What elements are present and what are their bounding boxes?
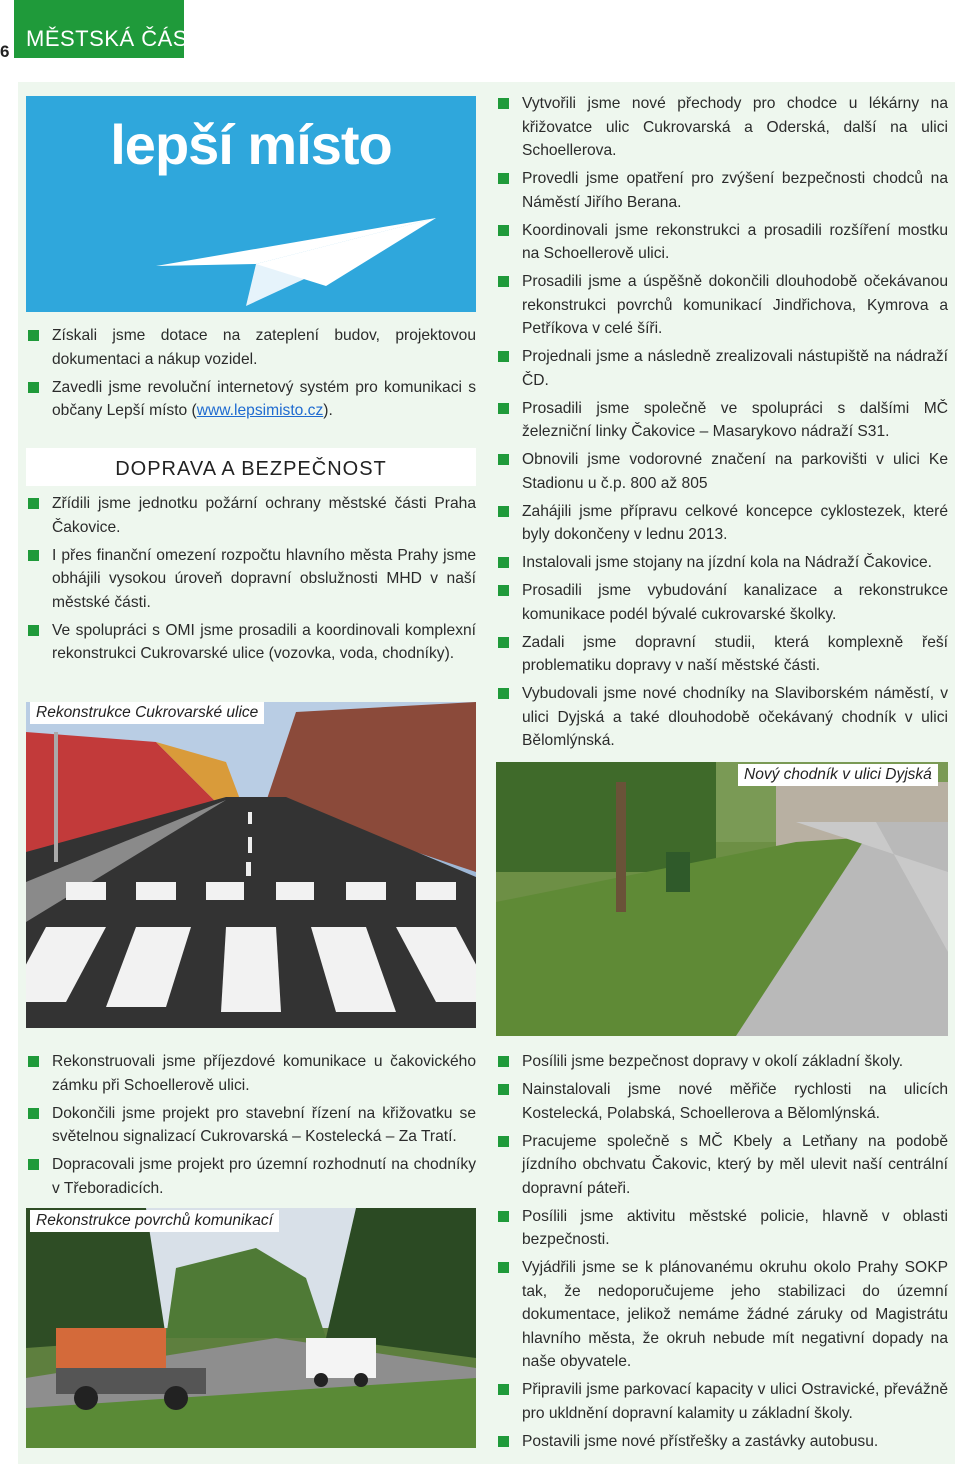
list-item: Zřídili jsme jednotku požární ochrany městské části Praha Čakovice. — [26, 492, 476, 539]
bullet-icon — [498, 1084, 509, 1095]
photo-road-resurfacing — [26, 1208, 476, 1448]
bullet-icon — [498, 1056, 509, 1067]
bullet-icon — [498, 688, 509, 699]
right-top-list — [496, 92, 948, 757]
logo-text: lepší místo — [110, 113, 392, 176]
photo-caption: Rekonstrukce Cukrovarské ulice — [30, 702, 264, 724]
left-top-list — [26, 324, 476, 427]
list-item: Koordinovali jsme rekonstrukci a prosadili rozšíření mostku na Schoellerově ulici. — [496, 219, 948, 266]
bullet-icon — [28, 330, 39, 341]
list-item: Rekonstruovali jsme příjezdové komunikace u čakovického zámku při Schoellerově ulici. — [26, 1050, 476, 1097]
list-item: Pracujeme společně s MČ Kbely a Letňany na podobě jízdního obchvatu Čakovic, který by měl ulevit naší centrální dopravní páteři. — [496, 1130, 948, 1201]
list-item: Zavedli jsme revoluční internetový systém pro komunikaci s občany Lepší místo (www.lepsimisto.cz). — [26, 376, 476, 423]
list-item: Vybudovali jsme nové chodníky na Slaviborském náměstí, v ulici Dyjská a také dlouhodobě očekávaný chodník v ulici Bělomlýnská. — [496, 682, 948, 753]
list-item: Posílili jsme aktivitu městské policie, hlavně v oblasti bezpečnosti. — [496, 1205, 948, 1252]
bullet-icon — [498, 225, 509, 236]
lepsi-misto-logo — [26, 96, 476, 312]
list-item: Vytvořili jsme nové přechody pro chodce u lékárny na křižovatce ulic Cukrovarská a Oderská, další na ulici Schoellerova. — [496, 92, 948, 163]
list-item: Postavili jsme nové přístřešky a zastávky autobusu. — [496, 1430, 948, 1454]
page-number: 6 — [0, 42, 10, 61]
photo-caption: Nový chodník v ulici Dyjská — [738, 764, 938, 786]
list-item: Nainstalovali jsme nové měřiče rychlosti na ulicích Kostelecká, Polabská, Schoellerova a Bělomlýnská. — [496, 1078, 948, 1125]
right-bottom-list — [496, 1050, 948, 1458]
photo-dyjska-sidewalk — [496, 762, 948, 1036]
list-item: Prosadili jsme a úspěšně dokončili dlouhodobě očekávanou rekonstrukci povrchů komunikací Jindřichova, Kymrova a Petříkova v celé šíři. — [496, 270, 948, 341]
list-item: Posílili jsme bezpečnost dopravy v okolí základní školy. — [496, 1050, 948, 1074]
list-item: Zahájili jsme přípravu celkové koncepce cyklostezek, které byly dokončeny v lednu 2013. — [496, 500, 948, 547]
bullet-icon — [498, 1262, 509, 1273]
bullet-icon — [498, 557, 509, 568]
bullet-icon — [28, 1159, 39, 1170]
bullet-icon — [498, 637, 509, 648]
list-item: Ve spolupráci s OMI jsme prosadili a koordinovali komplexní rekonstrukci Cukrovarské ulice (vozovka, voda, chodníky). — [26, 619, 476, 666]
list-item: Projednali jsme a následně zrealizovali nástupiště na nádraží ČD. — [496, 345, 948, 392]
bullet-icon — [498, 1211, 509, 1222]
bullet-icon — [498, 1136, 509, 1147]
bullet-icon — [498, 1384, 509, 1395]
bullet-icon — [498, 585, 509, 596]
list-item: Provedli jsme opatření pro zvýšení bezpečnosti chodců na Náměstí Jiřího Berana. — [496, 167, 948, 214]
bullet-icon — [498, 1436, 509, 1447]
list-item: Obnovili jsme vodorovné značení na parkovišti v ulici Ke Stadionu u č.p. 800 až 805 — [496, 448, 948, 495]
list-item: Dokončili jsme projekt pro stavební řízení na křižovatku se světelnou signalizací Cukrovarská – Kostelecká – Za Tratí. — [26, 1102, 476, 1149]
list-item: Dopracovali jsme projekt pro územní rozhodnutí na chodníky v Třeboradicích. — [26, 1153, 476, 1200]
bullet-icon — [28, 498, 39, 509]
bullet-icon — [498, 276, 509, 287]
section-title: MĚSTSKÁ ČÁST — [26, 26, 202, 51]
photo-cukrovarska-street — [26, 702, 476, 1028]
list-item: Získali jsme dotace na zateplení budov, projektovou dokumentaci a nákup vozidel. — [26, 324, 476, 371]
list-item: Prosadili jsme vybudování kanalizace a rekonstrukce komunikace podél bývalé cukrovarské školky. — [496, 579, 948, 626]
bullet-icon — [498, 98, 509, 109]
bullet-icon — [498, 506, 509, 517]
lepsimisto-link[interactable]: www.lepsimisto.cz — [196, 402, 324, 419]
bullet-icon — [498, 351, 509, 362]
list-item: Připravili jsme parkovací kapacity v ulici Ostravické, převážně pro ukldnění dopravní kalamity u základní školy. — [496, 1378, 948, 1425]
bullet-icon — [28, 1108, 39, 1119]
bullet-icon — [498, 173, 509, 184]
list-item: I přes finanční omezení rozpočtu hlavního města Prahy jsme obhájili vysokou úroveň dopravní obslužnosti MHD v naší městské části. — [26, 544, 476, 615]
left-bottom-list — [26, 1050, 476, 1205]
bullet-icon — [28, 550, 39, 561]
photo-caption: Rekonstrukce povrchů komunikací — [30, 1210, 279, 1232]
list-item: Zadali jsme dopravní studii, která komplexně řeší problematiku dopravy v naší městské části. — [496, 631, 948, 678]
list-item: Instalovali jsme stojany na jízdní kola na Nádraží Čakovice. — [496, 551, 948, 575]
bullet-icon — [28, 625, 39, 636]
list-item: Vyjádřili jsme se k plánovanému okruhu okolo Prahy SOKP tak, že nedoporučujeme jeho stabilizaci do územní dokumentace, jelikož nemáme žádné záruky od Magistrátu hlavního města, že okruh nebude mít negativní dopady na naše obyvatele. — [496, 1256, 948, 1374]
left-mid-list — [26, 492, 476, 670]
bullet-icon — [498, 454, 509, 465]
list-item: Prosadili jsme společně ve spolupráci s dalšími MČ železniční linky Čakovice – Masarykovo nádraží S31. — [496, 397, 948, 444]
bullet-icon — [28, 1056, 39, 1067]
bullet-icon — [28, 382, 39, 393]
section-heading: DOPRAVA A BEZPEČNOST — [26, 448, 476, 486]
bullet-icon — [498, 403, 509, 414]
